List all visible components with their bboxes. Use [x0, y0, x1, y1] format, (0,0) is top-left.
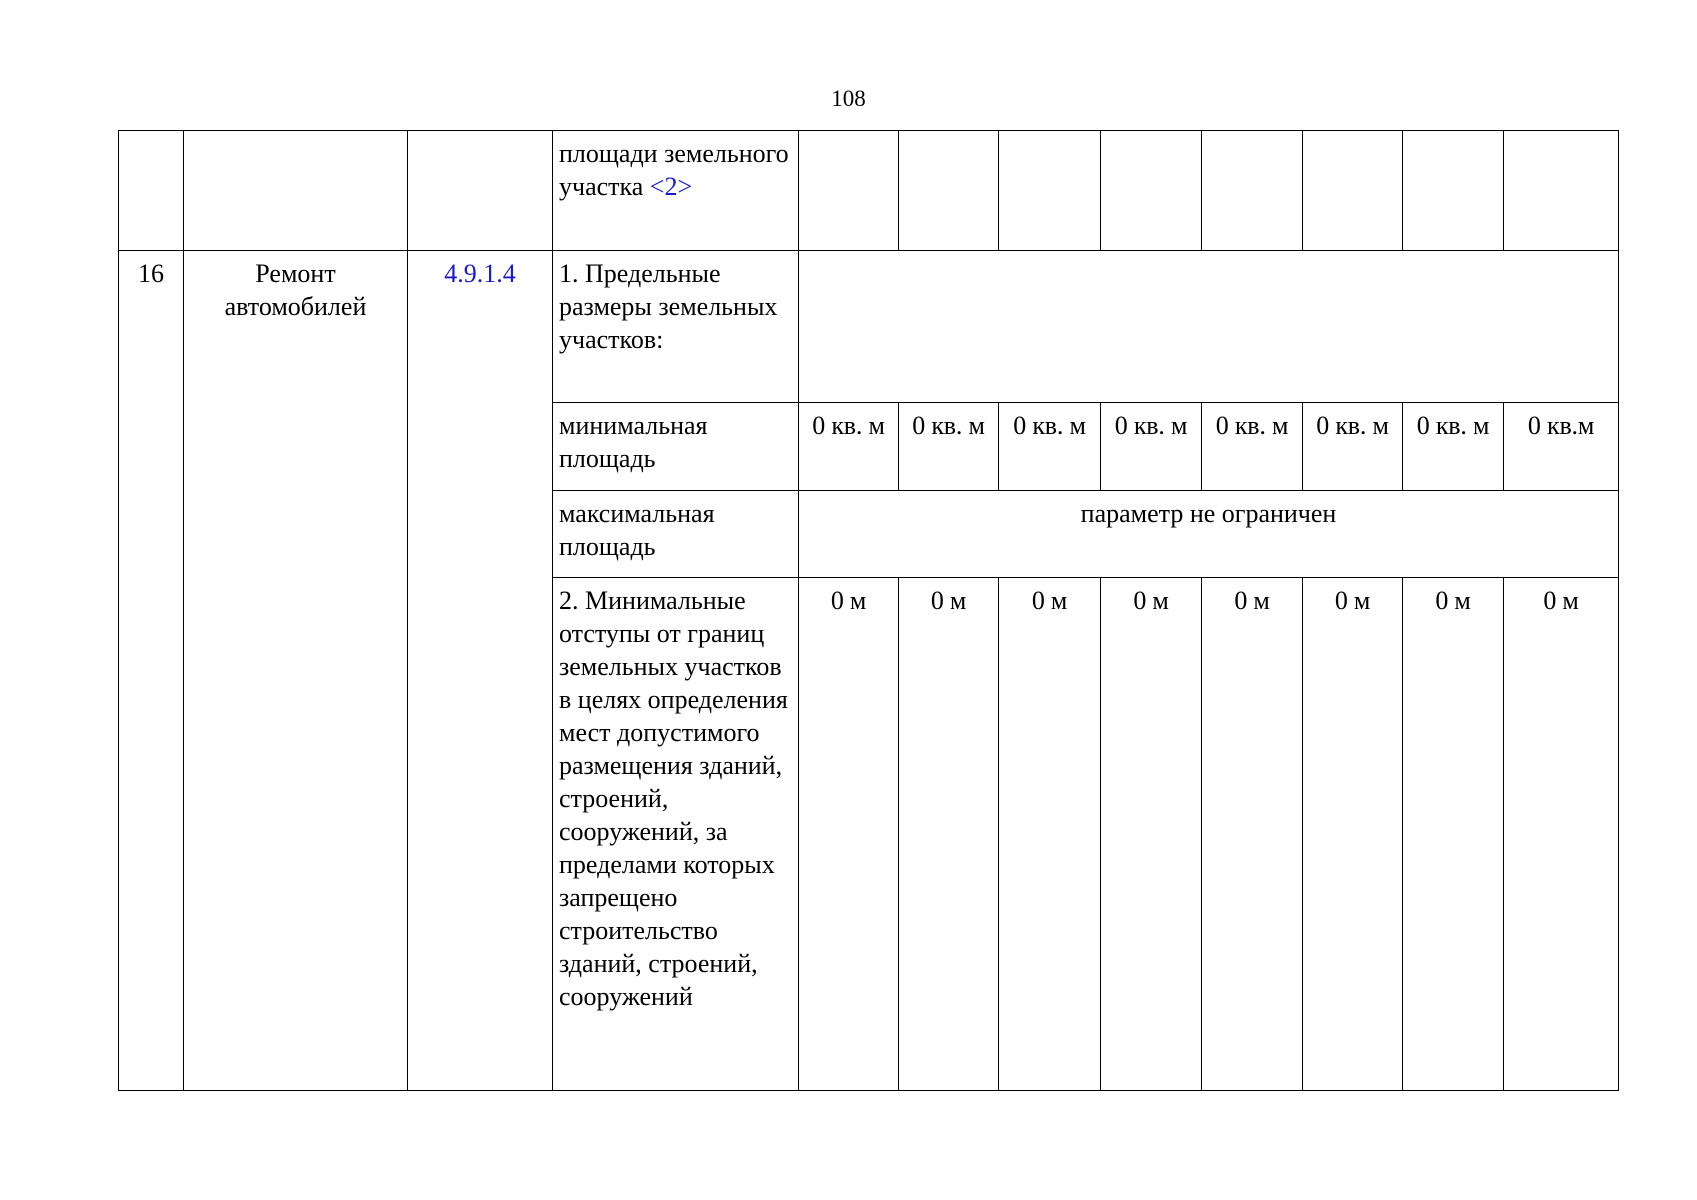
- value-cell-empty: [899, 131, 999, 251]
- setback-value: 0 м: [899, 578, 999, 1091]
- setback-value: 0 м: [999, 578, 1101, 1091]
- setback-value: 0 м: [1504, 578, 1619, 1091]
- min-area-value: 0 кв. м: [899, 403, 999, 491]
- min-area-value: 0 кв. м: [1202, 403, 1303, 491]
- use-type-name: Ремонт автомобилей: [184, 251, 408, 1091]
- value-cell-empty: [1202, 131, 1303, 251]
- setback-value: 0 м: [1202, 578, 1303, 1091]
- row-number: 16: [119, 251, 184, 1091]
- param-max-area-label: максимальная площадь: [553, 491, 799, 578]
- setback-value: 0 м: [799, 578, 899, 1091]
- param-min-area-label: минимальная площадь: [553, 403, 799, 491]
- number-cell-empty: [119, 131, 184, 251]
- footnote-link[interactable]: <2>: [649, 172, 693, 201]
- setback-value: 0 м: [1101, 578, 1202, 1091]
- setback-value: 0 м: [1303, 578, 1403, 1091]
- merged-empty-cell: [799, 251, 1619, 403]
- param-setbacks-label: 2. Минимальные отступы от границ земельных участков в целях определения мест допустимого размещения зданий, строений, сооружений, за пределами которых запрещено строительство зданий, строений, сооружений: [553, 578, 799, 1091]
- table-row-16-size-header: [119, 251, 1619, 403]
- min-area-value: 0 кв. м: [799, 403, 899, 491]
- table-row-continuation: [119, 131, 1619, 251]
- value-cell-empty: [999, 131, 1101, 251]
- value-cell-empty: [1101, 131, 1202, 251]
- min-area-value: 0 кв.м: [1504, 403, 1619, 491]
- use-type-code-link[interactable]: 4.9.1.4: [444, 259, 516, 288]
- param-size-header: 1. Предельные размеры земельных участков:: [553, 251, 799, 403]
- use-type-code-cell: [408, 251, 553, 1091]
- value-cell-empty: [1504, 131, 1619, 251]
- param-cell-continuation: [553, 131, 799, 251]
- max-area-value: параметр не ограничен: [799, 491, 1619, 578]
- page-number: 108: [831, 86, 866, 111]
- value-cell-empty: [799, 131, 899, 251]
- regulations-table: [118, 130, 1619, 1091]
- param-text: площади земельного участка: [559, 139, 789, 201]
- min-area-value: 0 кв. м: [1303, 403, 1403, 491]
- min-area-value: 0 кв. м: [1101, 403, 1202, 491]
- code-cell-empty: [408, 131, 553, 251]
- name-cell-empty: [184, 131, 408, 251]
- min-area-value: 0 кв. м: [999, 403, 1101, 491]
- setback-value: 0 м: [1403, 578, 1504, 1091]
- min-area-value: 0 кв. м: [1403, 403, 1504, 491]
- value-cell-empty: [1403, 131, 1504, 251]
- value-cell-empty: [1303, 131, 1403, 251]
